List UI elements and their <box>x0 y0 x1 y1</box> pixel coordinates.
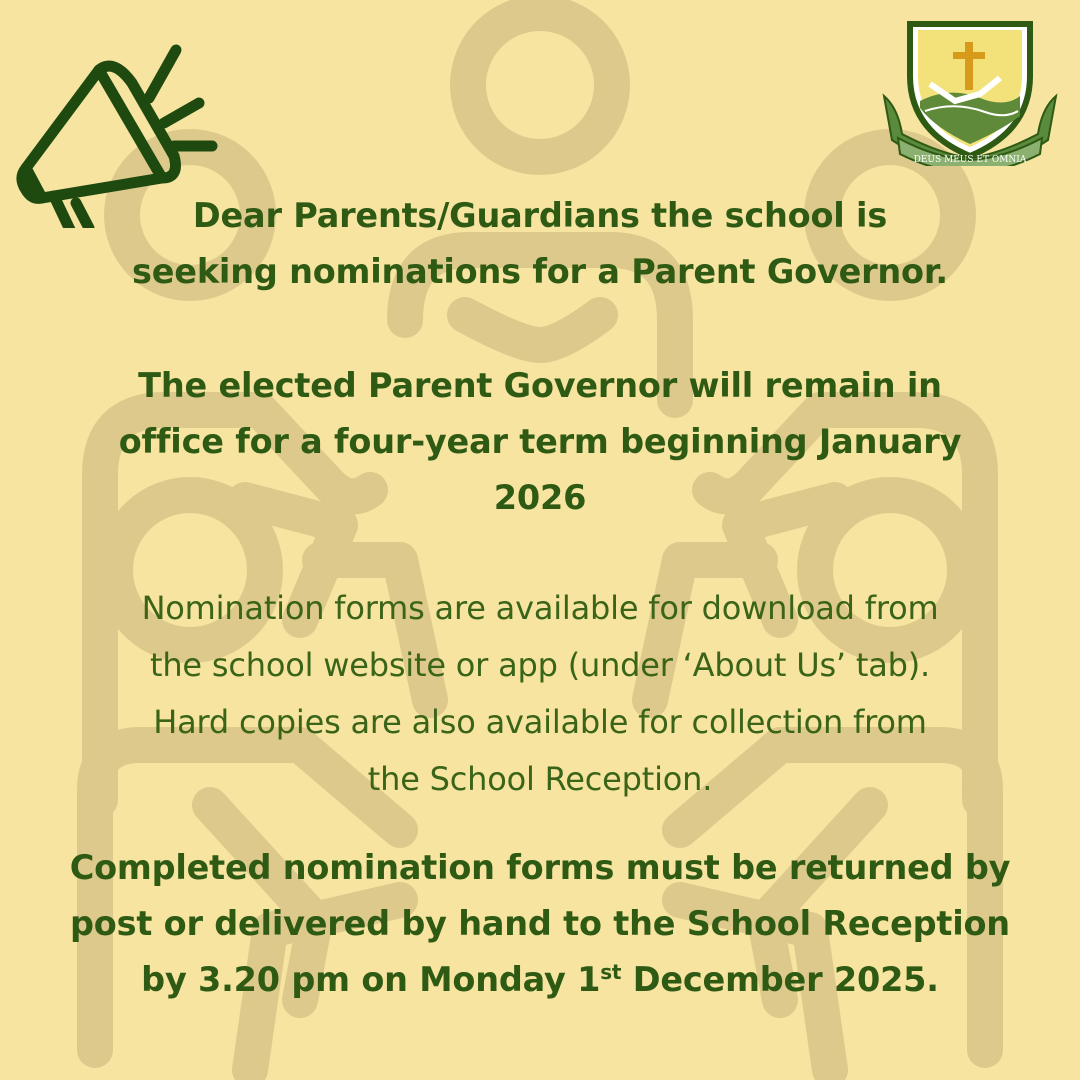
forms-paragraph <box>60 580 1020 808</box>
forms-line-4: the School Reception. <box>367 760 713 798</box>
forms-line-1: Nomination forms are available for download from <box>141 589 939 627</box>
deadline-line-3 <box>60 952 1020 1008</box>
deadline-date-start: by 3.20 pm on Monday 1 <box>141 960 601 999</box>
term-line-3: 2026 <box>493 478 587 517</box>
intro-line-2: seeking nominations for a Parent Governor. <box>132 252 948 291</box>
intro-line-1: Dear Parents/Guardians the school is <box>192 196 888 235</box>
ordinal-suffix: st <box>600 959 622 984</box>
school-crest <box>880 16 1060 166</box>
deadline-paragraph <box>60 840 1020 1008</box>
forms-line-2: the school website or app (under ‘About Us’ tab). <box>150 646 930 684</box>
deadline-line-2: post or delivered by hand to the School Reception <box>70 904 1010 943</box>
term-line-2: office for a four-year term beginning January <box>118 422 962 461</box>
term-line-1: The elected Parent Governor will remain in <box>138 366 942 405</box>
crest-motto: DEUS MEUS ET OMNIA <box>913 155 1027 165</box>
deadline-line-1: Completed nomination forms must be returned by <box>69 848 1011 887</box>
forms-line-3: Hard copies are also available for collection from <box>153 703 927 741</box>
deadline-date-end: December 2025. <box>621 960 939 999</box>
intro-paragraph <box>60 188 1020 300</box>
term-paragraph <box>60 358 1020 526</box>
